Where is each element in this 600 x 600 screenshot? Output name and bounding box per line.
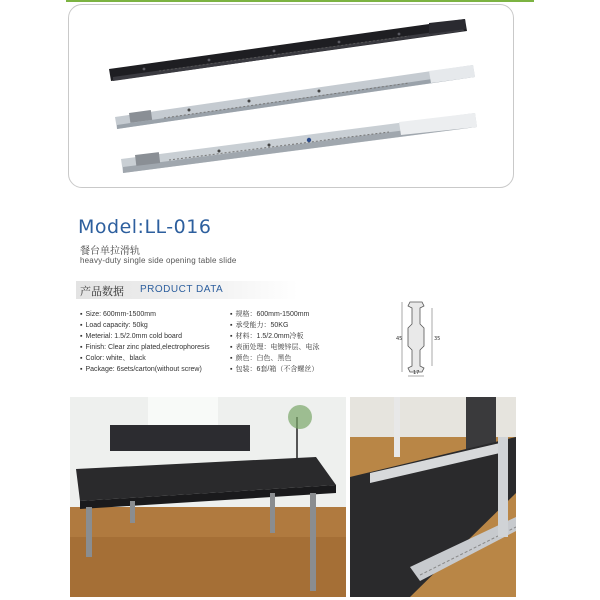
section-title-en: PRODUCT DATA [140, 284, 224, 295]
top-accent-bar [66, 0, 534, 2]
black-rail [109, 19, 467, 81]
spec-item: ▪ Load capacity: 50kg [80, 320, 210, 331]
table-photo-room [70, 397, 346, 597]
profile-height-label: 45 [396, 336, 403, 342]
spec-item: ▪ Meterial: 1.5/2.0mm cold board [80, 331, 210, 342]
model-title: Model:LL-016 [78, 216, 212, 238]
spec-item: ▪ 承受能力：50KG [230, 320, 319, 331]
spec-list-en [80, 309, 210, 375]
product-name-cn: 餐台单拉滑轨 [80, 246, 140, 257]
spec-item: ▪ Finish: Clear zinc plated,electrophoresis [80, 342, 210, 353]
spec-list-cn [230, 309, 319, 375]
profile-inner-label: 35 [434, 336, 441, 342]
product-name-en: heavy-duty single side opening table slide [80, 256, 237, 265]
spec-item: ▪ 表面处理：电镀锌层、电泳 [230, 342, 319, 353]
section-title-cn: 产品数据 [80, 286, 124, 298]
spec-item: ▪ Package: 6sets/carton(without screw) [80, 364, 210, 375]
table-photo-closeup [350, 397, 516, 597]
spec-item: ▪ 颜色：白色、黑色 [230, 353, 319, 364]
rail-profile-diagram [388, 296, 448, 378]
spec-item: ▪ 包装：6套/箱（不含螺丝） [230, 364, 319, 375]
slide-rails-image [69, 5, 515, 189]
product-data-header [76, 281, 298, 299]
spec-item: ▪ Size: 600mm-1500mm [80, 309, 210, 320]
spec-item: ▪ 材料：1.5/2.0mm冷板 [230, 331, 319, 342]
profile-width-label: 17 [413, 370, 420, 376]
spec-item: ▪ 规格：600mm-1500mm [230, 309, 319, 320]
silver-rail-bottom [121, 113, 477, 173]
product-image-frame [68, 4, 514, 188]
spec-item: ▪ Color: white、black [80, 353, 210, 364]
